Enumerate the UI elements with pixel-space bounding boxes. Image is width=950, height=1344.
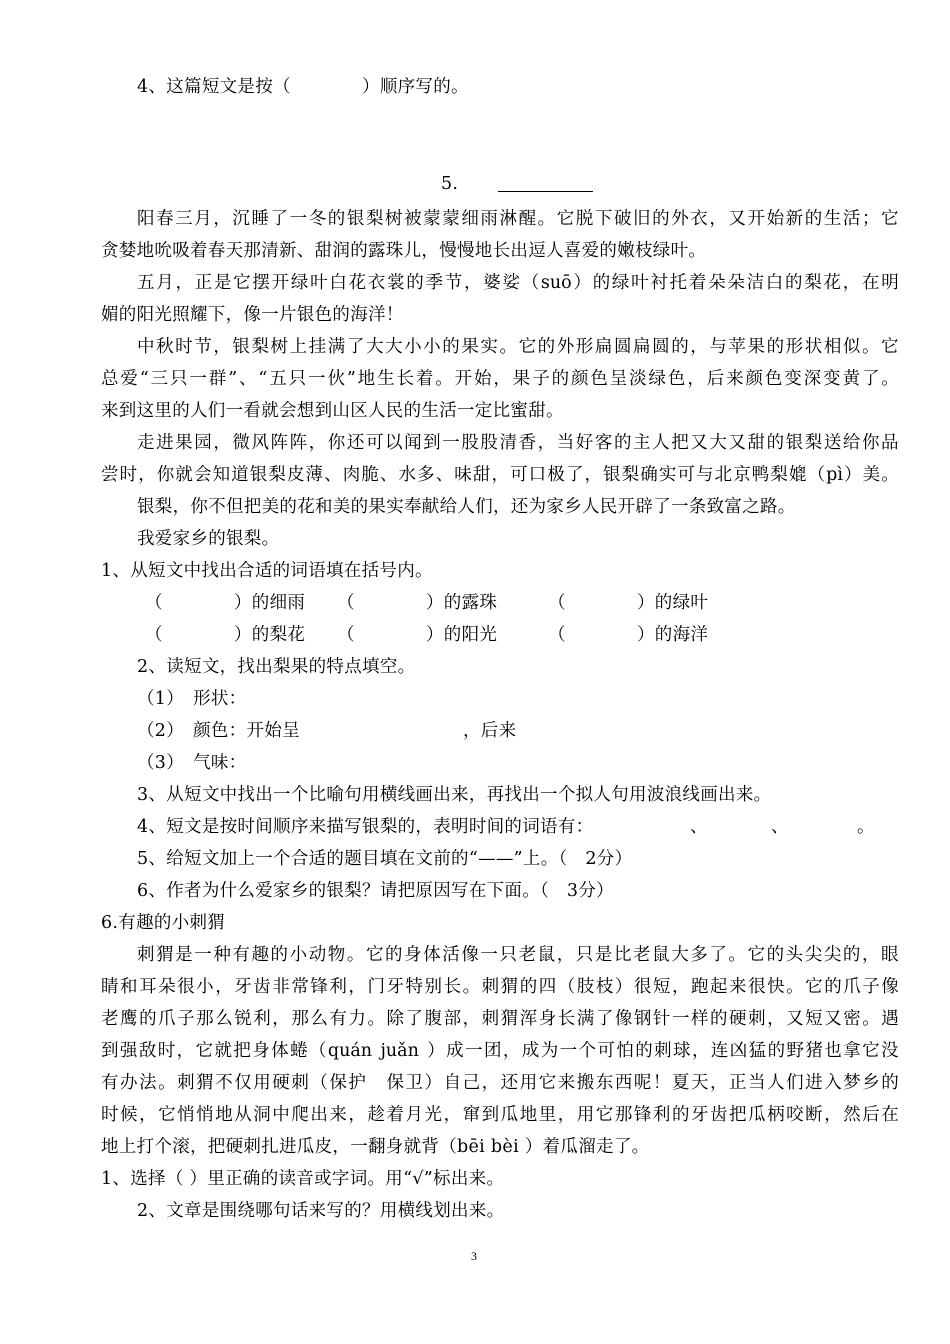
passage5-para2-line2: 媚的阳光照耀下，像一片银色的海洋！ [101, 305, 404, 325]
passage5-para4-line1: 走 进 果 园 ， 微 风 阵 阵 ， 你 还 可 以 闻 到 一 股 股 清 香 ， 当 好 客 的 主 人 把 又 大 又 甜 的 银 梨 送 给 你 品 [137, 433, 899, 453]
passage5-para5: 银梨，你不但把美的花和美的果实奉献给人们，还为家乡人民开辟了一条致富之路。 [137, 497, 796, 517]
q4-period: 。 [857, 817, 875, 837]
passage6-title: 6.有趣的小刺猬 [101, 913, 226, 933]
q1-blank-5[interactable]: （ ）的阳光 [337, 625, 498, 645]
passage6-line6: 时 候 ， 它 悄 悄 地 从 洞 中 爬 出 来 ， 趁 着 月 光 ， 窜 到 瓜 地 里 ， 用 它 那 锋 利 的 牙 齿 把 瓜 柄 咬 断 ， 然 后 在 [101, 1105, 899, 1125]
passage6-line1: 刺 猬 是 一 种 有 趣 的 小 动 物 。 它 的 身 体 活 像 一 只 老 鼠 ， 只 是 比 老 鼠 大 多 了 。 它 的 头 尖 尖 的 ， 眼 [137, 945, 899, 965]
passage6-line5: 有 办 法 。 刺 猬 不 仅 用 硬 刺 （ 保 护 保 卫 ） 自 己 ， 还 用 它 来 搬 东 西 呢 ！ 夏 天 ， 正 当 人 们 进 入 梦 乡 的 [101, 1073, 899, 1093]
passage5-number: 5. [441, 174, 459, 194]
passage5-para1-line2: 贪婪地吮吸着春天那清新、甜润的露珠儿，慢慢地长出逗人喜爱的嫩枝绿叶。 [101, 241, 707, 261]
q1-blank-6[interactable]: （ ）的海洋 [548, 625, 709, 645]
q2-color-later: ，后来 [463, 721, 517, 741]
passage5-question-5: 5、给短文加上一个合适的题目填在文前的“——”上。（ 2分） [137, 849, 633, 869]
passage5-question-6: 6、作者为什么爱家乡的银梨？请把原因写在下面。（ 3分） [137, 881, 614, 901]
passage6-line2: 睛 和 耳 朵 很 小 ， 牙 齿 非 常 锋 利 ， 门 牙 特 别 长 。 刺 猬 的 四 （ 肢 枝 ） 很 短 ， 跑 起 来 很 快 。 它 的 爪 子 像 [101, 977, 899, 997]
passage5-para3-line1: 中 秋 时 节 ， 银 梨 树 上 挂 满 了 大 大 小 小 的 果 实 。 它 的 外 形 扁 圆 扁 圆 的 ， 与 苹 果 的 形 状 相 似 。 它 [137, 337, 899, 357]
passage5-question-3: 3、从短文中找出一个比喻句用横线画出来，再找出一个拟人句用波浪线画出来。 [137, 785, 772, 805]
q2-shape-label: （1） 形状： [137, 689, 247, 709]
passage5-para3-line2: 总 爱 “ 三 只 一 群 ” 、 “ 五 只 一 伙 ” 地 生 长 着 。 开 始 ， 果 子 的 颜 色 呈 淡 绿 色 ， 后 来 颜 色 变 深 变 黄 了 。 [101, 369, 899, 389]
q1-blank-4[interactable]: （ ）的梨花 [145, 625, 306, 645]
passage5-question-4: 4、短文是按时间顺序来描写银梨的，表明时间的词语有： [137, 817, 594, 837]
prev-question-4: 4、这篇短文是按（ ）顺序写的。 [137, 77, 469, 97]
q1-blank-3[interactable]: （ ）的绿叶 [548, 593, 709, 613]
passage5-question-2: 2、读短文，找出梨果的特点填空。 [137, 657, 416, 677]
passage6-line4: 到 强 敌 时 ， 它 就 把 身 体 蜷 （ quán juǎn ） 成 一 团 ， 成 为 一 个 可 怕 的 刺 球 ， 连 凶 猛 的 野 猪 也 拿 它 没 [101, 1041, 899, 1061]
passage6-line3: 老 鹰 的 爪 子 那 么 锐 利 ， 那 么 有 力 。 除 了 腹 部 ， 刺 猬 浑 身 长 满 了 像 钢 针 一 样 的 硬 刺 ， 又 短 又 密 。 遇 [101, 1009, 899, 1029]
q2-color-label: （2） 颜色：开始呈 [137, 721, 300, 741]
passage5-para4-line2: 尝 时 ， 你 就 会 知 道 银 梨 皮 薄 、 肉 脆 、 水 多 、 味 甜 ， 可 口 极 了 ， 银 梨 确 实 可 与 北 京 鸭 梨 媲 （ pì ） 美 。 [101, 465, 899, 485]
q1-blank-1[interactable]: （ ）的细雨 [145, 593, 306, 613]
passage6-question-1: 1、选择（ ）里正确的读音或字词。用“√”标出来。 [101, 1169, 505, 1189]
passage5-para6: 我爱家乡的银梨。 [137, 529, 280, 549]
passage6-question-2: 2、文章是围绕哪句话来写的？用横线划出来。 [137, 1201, 505, 1221]
q4-separator-2: 、 [771, 817, 789, 837]
passage5-para3-line3: 来到这里的人们一看就会想到山区人民的生活一定比蜜甜。 [101, 401, 564, 421]
passage5-title-blank[interactable] [498, 191, 593, 192]
passage5-question-1: 1、从短文中找出合适的词语填在括号内。 [101, 561, 433, 581]
passage6-line7: 地上打个滚，把硬刺扎进瓜皮，一翻身就背（bēi bèi ）着瓜溜走了。 [101, 1137, 650, 1157]
q4-separator-1: 、 [690, 817, 708, 837]
q2-smell-label: （3） 气味： [137, 753, 247, 773]
page-number: 3 [471, 1249, 477, 1263]
passage5-para2-line1: 五 月 ， 正 是 它 摆 开 绿 叶 白 花 衣 裳 的 季 节 ， 婆 娑 （ suō ） 的 绿 叶 衬 托 着 朵 朵 洁 白 的 梨 花 ， 在 明 [137, 273, 899, 293]
q1-blank-2[interactable]: （ ）的露珠 [337, 593, 498, 613]
passage5-para1-line1: 阳 春 三 月 ， 沉 睡 了 一 冬 的 银 梨 树 被 蒙 蒙 细 雨 淋 醒 。 它 脱 下 破 旧 的 外 衣 ， 又 开 始 新 的 生 活 ； 它 [137, 209, 899, 229]
